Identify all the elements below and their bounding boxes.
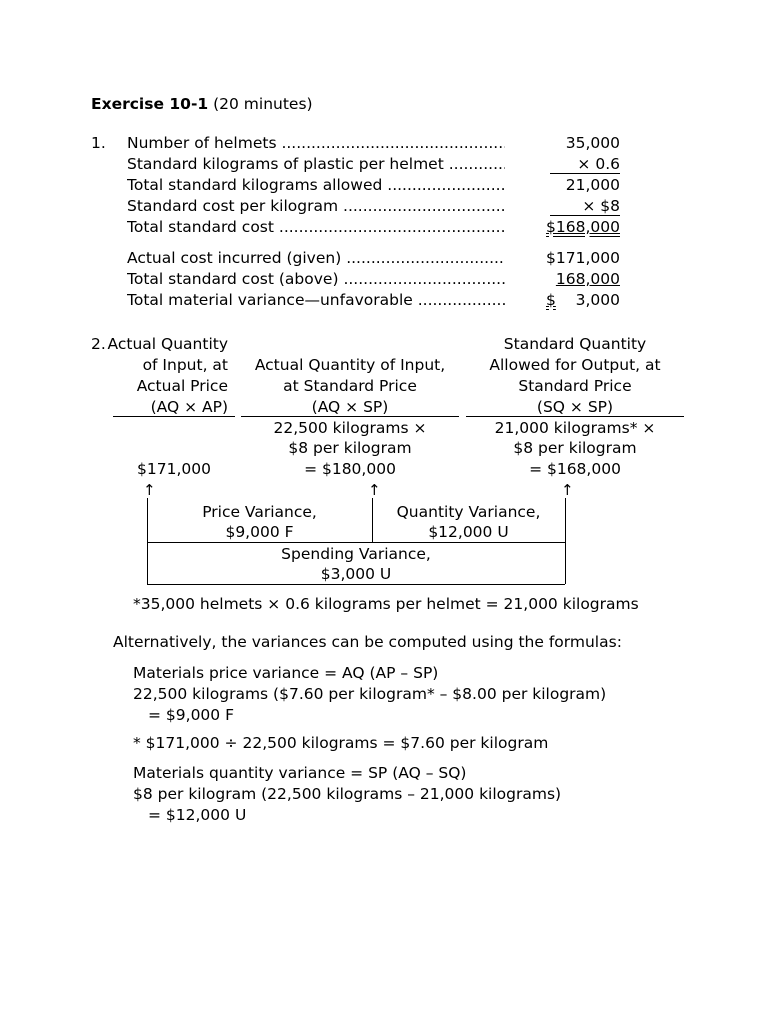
up-arrow-icon: ↑: [561, 481, 574, 499]
row-label: Total standard kilograms allowed .....: [127, 175, 505, 196]
col3-body-line: $8 per kilogram: [513, 439, 637, 457]
exercise-number: Exercise 10-1: [91, 95, 209, 113]
col3-body-line: = $168,000: [529, 460, 621, 478]
col1-head-line: of Input, at: [142, 356, 228, 374]
row-value: 168,000: [555, 270, 620, 288]
price-footnote: * $171,000 ÷ 22,500 kilograms = $7.60 per kilogram: [133, 734, 549, 752]
row-label: Number of helmets .....: [127, 133, 505, 154]
row-value-variance: [546, 290, 620, 311]
col1-head-rule: [113, 416, 235, 417]
footnote: *35,000 helmets × 0.6 kilograms per helmet = 21,000 kilograms: [133, 595, 639, 613]
row-label: Total standard cost .....: [127, 217, 505, 238]
row-value: 35,000: [565, 134, 620, 152]
col3-head-line: Standard Price: [518, 377, 632, 395]
row-label: Standard cost per kilogram .....: [127, 196, 505, 217]
part2-number: 2.: [91, 335, 106, 353]
col3-head-line: (SQ × SP): [536, 398, 614, 416]
row-value: × 0.6: [577, 155, 620, 173]
row-label: Total material variance—unfavorable .....: [127, 290, 505, 311]
col3-head-line: Standard Quantity: [503, 335, 647, 353]
col2-body-line: 22,500 kilograms ×: [273, 419, 427, 437]
price-variance-label: Price Variance,: [202, 503, 317, 521]
col2-body-line: $8 per kilogram: [288, 439, 412, 457]
col1-head-line: Actual Quantity: [107, 335, 228, 353]
quantity-variance-label: Quantity Variance,: [396, 503, 541, 521]
alternative-intro: Alternatively, the variances can be computed using the formulas:: [113, 633, 622, 651]
spending-variance-label: Spending Variance,: [281, 545, 431, 563]
col3-body-line: 21,000 kilograms* ×: [494, 419, 656, 437]
up-arrow-icon: ↑: [143, 481, 156, 499]
col3-head-rule: [466, 416, 684, 417]
col2-head-rule: [241, 416, 459, 417]
row-label: Standard kilograms of plastic per helmet .....: [127, 154, 505, 175]
row-label: Actual cost incurred (given) .....: [127, 248, 505, 269]
row-value: 21,000: [565, 176, 620, 194]
quantity-formula-result: = $12,000 U: [148, 806, 247, 824]
currency-sign: $: [546, 291, 556, 309]
col1-amount: $171,000: [137, 460, 211, 478]
price-formula: Materials price variance = AQ (AP – SP): [133, 664, 439, 682]
row-value: $171,000: [546, 249, 620, 267]
exercise-title: [91, 94, 313, 115]
col3-head-line: Allowed for Output, at: [489, 356, 661, 374]
col1-head-line: Actual Price: [136, 377, 228, 395]
quantity-formula: Materials quantity variance = SP (AQ – SQ): [133, 764, 467, 782]
col1-head-line: (AQ × AP): [150, 398, 228, 416]
col2-head-line: Actual Quantity of Input,: [254, 356, 446, 374]
exercise-duration: (20 minutes): [208, 95, 313, 113]
variance-right-line: [565, 498, 566, 584]
subtotal-rule: [550, 173, 620, 174]
spending-variance-amount: $3,000 U: [320, 565, 392, 583]
row-value-total: $168,000: [546, 218, 620, 236]
price-formula-result: = $9,000 F: [148, 706, 234, 724]
quantity-formula-calc: $8 per kilogram (22,500 kilograms – 21,000 kilograms): [133, 785, 562, 803]
part1-number: 1.: [91, 134, 106, 152]
col2-head-line: at Standard Price: [283, 377, 417, 395]
price-formula-calc: 22,500 kilograms ($7.60 per kilogram* – $8.00 per kilogram): [133, 685, 607, 703]
row-value: × $8: [582, 197, 620, 215]
variance-amount: 3,000: [575, 291, 620, 309]
up-arrow-icon: ↑: [368, 481, 381, 499]
col2-body-line: = $180,000: [304, 460, 396, 478]
price-variance-amount: $9,000 F: [225, 523, 294, 541]
row-label: Total standard cost (above) .....: [127, 269, 505, 290]
col2-head-line: (AQ × SP): [311, 398, 389, 416]
subtotal-rule: [550, 215, 620, 216]
quantity-variance-amount: $12,000 U: [428, 523, 509, 541]
